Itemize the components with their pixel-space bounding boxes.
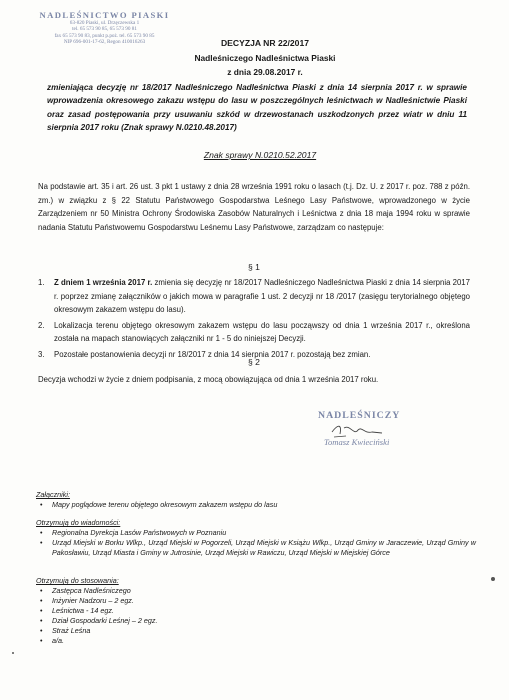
- list-item: • Inżynier Nadzoru – 2 egz.: [36, 596, 476, 606]
- recipients-info-heading: Otrzymują do wiadomości:: [36, 518, 121, 527]
- stamp-address: 63-820 Piaski, ul. Drzęczewska 1: [69, 20, 140, 26]
- list-item: • Regionalna Dyrekcja Lasów Państwowych w Poznaniu: [36, 528, 476, 538]
- stamp-title: NADLEŚNICTWO PIASKI: [39, 10, 170, 20]
- recipients-apply-heading: Otrzymują do stosowania:: [36, 576, 119, 585]
- stamp-nip: NIP 696-001-17-62, Regon 410016263: [63, 38, 146, 45]
- list-item: • Urząd Miejski w Borku Wlkp., Urząd Miejski w Pogorzeli, Urząd Miejski w Książu Wlkp., Urząd Gminy w Jaraczewie, Urząd Gminy w Pakosławiu, Urząd Miasta i Gminy w Jutrosinie, Urząd Miejski w Rawiczu, Urząd Miejski w Miejskiej Górce: [36, 538, 476, 558]
- section-1-mark: § 1: [248, 262, 260, 272]
- letterhead-stamp: [22, 10, 187, 45]
- case-sign: Znak sprawy N.0210.52.2017: [203, 150, 317, 160]
- handwritten-signature-icon: [328, 420, 388, 442]
- decision-subject: zmieniająca decyzję nr 18/2017 Nadleśniczego Nadleśnictwa Piaski z dnia 14 sierpnia 2017 r. w sprawie wprowadzenia okresowego zakazu wstępu do lasu w poszczególnych leśnictwach w Nadleśnictwie Piaski oraz zasad postępowania przy usuwaniu szkód w drzewostanach uszkodzonych przez wiatr w dniu 11 sierpnia 2017 roku (Znak sprawy N.0210.48.2017): [47, 83, 467, 133]
- section-1-list: [38, 276, 470, 364]
- list-item: 2. Lokalizacja terenu objętego okresowym zakazem wstępu do lasu począwszy od dnia 1 września 2017 r., określona została na mapach stanowiących załączniki nr 1 - 5 do niniejszej Decyzji.: [38, 320, 470, 344]
- list-item: • Straż Leśna: [36, 626, 476, 636]
- attachments-block: [36, 490, 476, 510]
- attachments-heading: Załączniki:: [36, 490, 70, 499]
- signature-stamp: [318, 410, 438, 447]
- list-item: 3. Pozostałe postanowienia decyzji nr 18/2017 z dnia 14 sierpnia 2017 r. pozostają bez zmian.: [38, 349, 371, 359]
- stamp-fax: fax 65 573 90 83, punkt p.poż. tel. 65 573 90 85: [54, 32, 155, 39]
- list-item: • Zastępca Nadleśniczego: [36, 586, 476, 596]
- item-text: Lokalizacja terenu objętego okresowym zakazem wstępu do lasu począwszy od dnia 1 września 2017 r., określona została na mapach stanowiących załączniki nr 1 - 5 do niniejszej Decyzji.: [54, 320, 470, 344]
- list-item: • Dział Gospodarki Leśnej – 2 egz.: [36, 616, 476, 626]
- signature-title: NADLEŚNICZY: [318, 410, 401, 421]
- list-item: • Leśnictwa - 14 egz.: [36, 606, 476, 616]
- signature-name: Tomasz Kwieciński: [324, 437, 390, 447]
- legal-basis-paragraph: Na podstawie art. 35 i art. 26 ust. 3 pkt 1 ustawy z dnia 28 września 1991 roku o lasach (t.j. Dz. U. z 2017 r. poz. 788 z późn. zm.) w związku z § 22 Statutu Państwowego Gospodarstwa Leśnego Lasy Państwowe, wprowadzonego w życie Zarządzeniem nr 50 Ministra Ochrony Środowiska Zasobów Naturalnych i Leśnictwa z dnia 18 maja 1994 roku w sprawie nadania Statutu Państwowemu Gospodarstwu Leśnemu Lasy Państwowe, zarządzam co następuje:: [38, 182, 470, 232]
- scan-speck: [12, 652, 14, 654]
- item-text: zmienia się decyzję nr 18/2017 Nadleśniczego Nadleśnictwa Piaski z dnia 14 sierpnia 2017 r. poprzez zmianę załączników o jakich mowa w paragrafie 1 ust. 2 decyzji nr 18 /2017 (zasięgu terytorialnego objętego okresowym zakazem wstępu do lasu).: [54, 278, 470, 315]
- recipients-apply-block: [36, 576, 476, 646]
- decision-issuer: Nadleśniczego Nadleśnictwa Piaski: [194, 53, 336, 63]
- section-2-mark: § 2: [248, 357, 260, 367]
- stamp-phone: tel. 65 573 90 85, 65 573 90 81: [72, 26, 137, 33]
- entry-into-force-paragraph: Decyzja wchodzi w życie z dniem podpisania, z mocą obowiązująca od dnia 1 września 2017 roku.: [38, 375, 379, 384]
- list-item: • Mapy poglądowe terenu objętego okresowym zakazem wstępu do lasu: [36, 500, 476, 510]
- scan-speck: [491, 577, 495, 581]
- item-text: Pozostałe postanowienia decyzji nr 18/2017 z dnia 14 sierpnia 2017 r. pozostają bez zmian.: [54, 349, 371, 359]
- recipients-info-block: [36, 518, 476, 558]
- decision-number: DECYZJA NR 22/2017: [220, 38, 310, 48]
- decision-date: z dnia 29.08.2017 r.: [227, 67, 303, 77]
- list-item: • a/a.: [36, 636, 476, 646]
- list-item: 1. Z dniem 1 września 2017 r. zmienia się decyzję nr 18/2017 Nadleśniczego Nadleśnictwa Piaski z dnia 14 sierpnia 2017 r. poprzez zmianę załączników o jakich mowa w paragrafie 1 ust. 2 decyzji nr 18 /2017 (zasięgu terytorialnego objętego okresowym zakazem wstępu do lasu).: [38, 278, 470, 315]
- item-bold: Z dniem 1 września 2017 r.: [54, 278, 153, 287]
